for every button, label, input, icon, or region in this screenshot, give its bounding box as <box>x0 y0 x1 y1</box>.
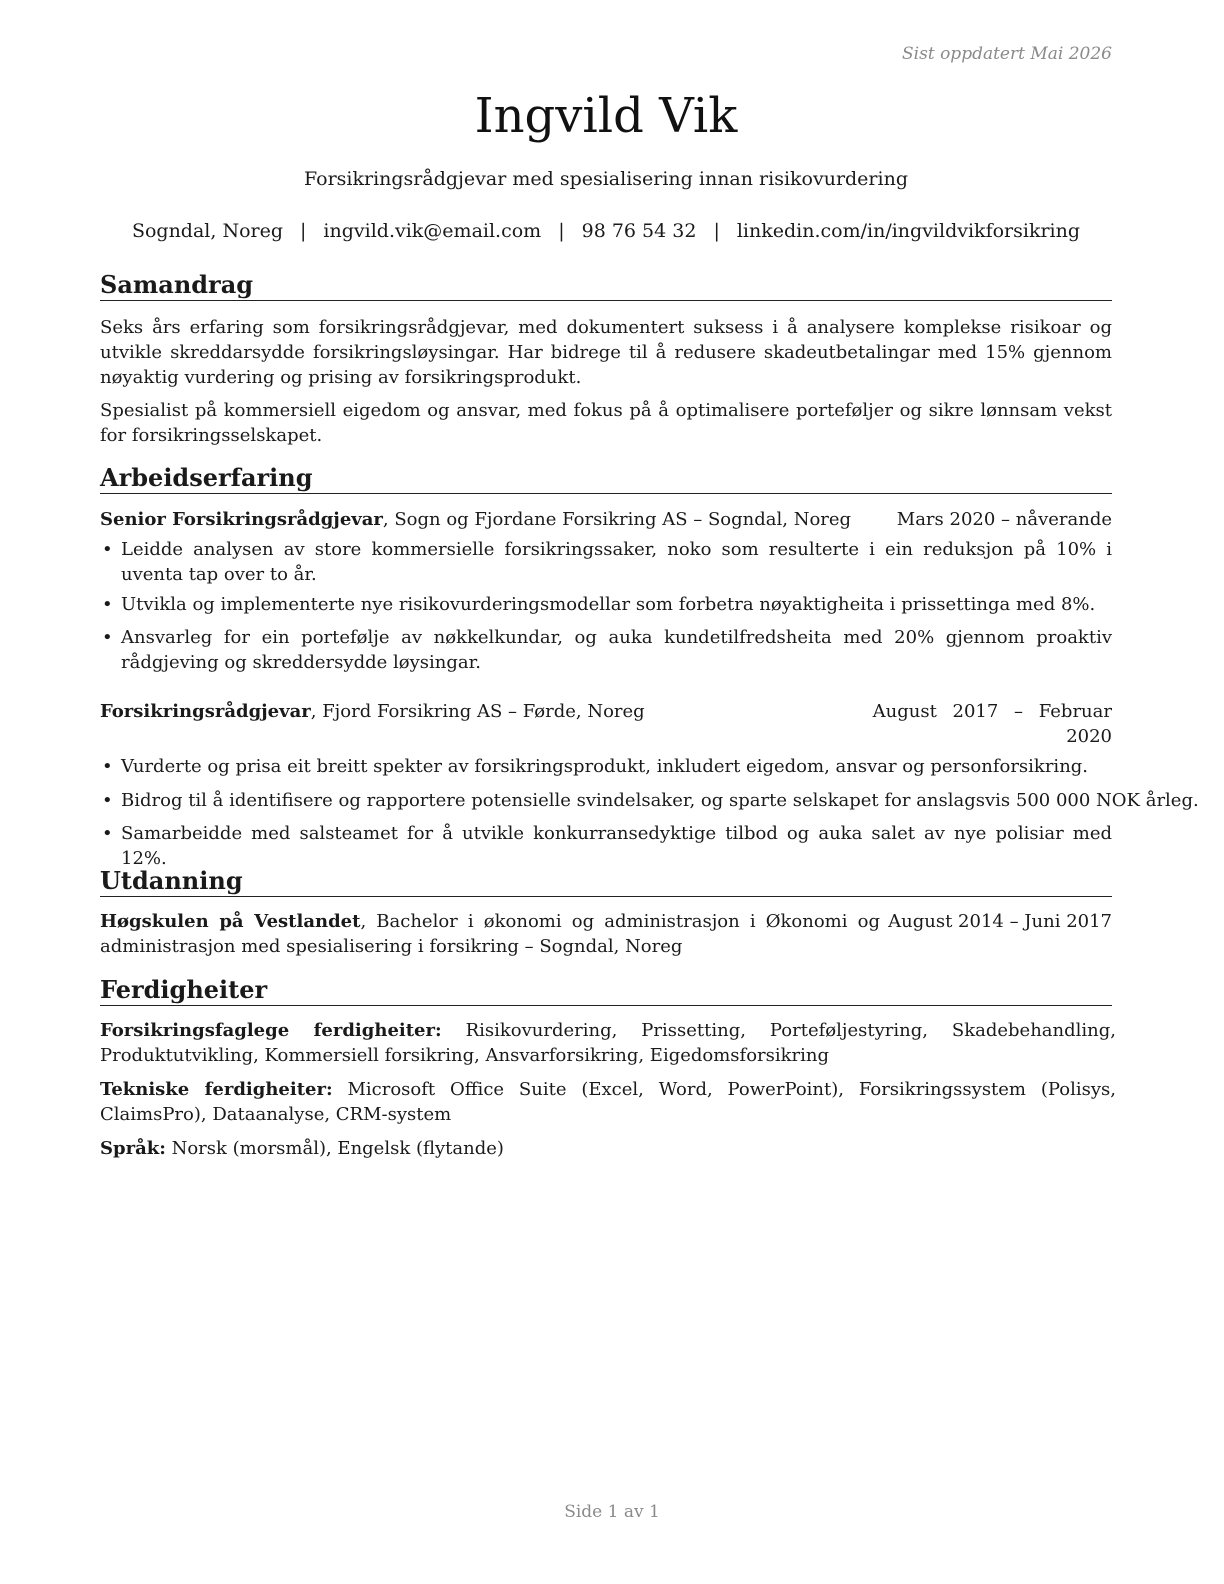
candidate-name: Ingvild Vik <box>474 88 738 144</box>
job-company: , Sogn og Fjordane Forsikring AS – Sogndal, Noreg <box>382 509 852 530</box>
list-item: • Vurderte og prisa eit breitt spekter av forsikringsprodukt, inkludert eigedom, ansvar og personforsikring. <box>102 756 1089 777</box>
job-role: Forsikringsrådgjevar <box>100 701 311 722</box>
contact-phone: 98 76 54 32 <box>581 220 697 242</box>
bullet-dot-icon: • <box>102 790 113 811</box>
section-title-education: Utdanning <box>100 866 1112 897</box>
section-title-skills: Ferdigheiter <box>100 975 1112 1006</box>
education-details: , Bachelor i økonomi og administrasjon i Økonomi og administrasjon med spesialisering i forsikring – Sogndal, Noreg <box>100 911 880 957</box>
education-dates: August 2014 – Juni 2017 <box>888 911 1112 932</box>
education-entry <box>100 909 1112 959</box>
section-title-summary: Samandrag <box>100 270 1112 301</box>
job-company: , Fjord Forsikring AS – Førde, Noreg <box>310 701 645 722</box>
skill-label: Språk: <box>100 1138 166 1159</box>
skill-label: Tekniske ferdigheiter: <box>100 1079 333 1100</box>
section-title-experience: Arbeidserfaring <box>100 463 1112 494</box>
list-item: • Leidde analysen av store kommersielle forsikringssaker, noko som resulterte i ein reduksjon på 10% i uventa tap over to år. <box>102 539 1112 585</box>
bullet-dot-icon: • <box>102 594 113 615</box>
bullet-dot-icon: • <box>102 823 113 844</box>
skill-line <box>100 1136 1116 1161</box>
list-item: • Bidrog til å identifisere og rapportere potensielle svindelsaker, og sparte selskapet for anslagsvis 500 000 NOK årleg. <box>102 790 1199 811</box>
summary-paragraph: Seks års erfaring som forsikringsrådgjevar, med dokumentert suksess i å analysere komplekse risikoar og utvikle skreddarsydde forsikringsløysingar. Har bidrege til å redusere skadeutbetalingar med 15% gjennom nøyaktig vurdering og prising av forsikringsprodukt. <box>100 317 1112 388</box>
skill-value: Microsoft Office Suite (Excel, Word, PowerPoint), Forsikringssystem (Polisys, ClaimsPro), Dataanalyse, CRM-system <box>100 1079 1116 1125</box>
contact-email[interactable]: ingvild.vik@email.com <box>323 220 542 242</box>
summary-paragraph: Spesialist på kommersiell eigedom og ansvar, med fokus på å optimalisere porteføljer og sikre lønnsam vekst for forsikringsselskapet. <box>100 400 1112 446</box>
skill-value: Norsk (morsmål), Engelsk (flytande) <box>165 1138 504 1159</box>
contact-linkedin[interactable]: linkedin.com/in/ingvildvikforsikring <box>736 220 1081 242</box>
bullet-dot-icon: • <box>102 756 113 777</box>
contact-separator: | <box>713 220 720 242</box>
job-role: Senior Forsikringsrådgjevar <box>100 509 383 530</box>
page-number: Side 1 av 1 <box>564 1502 660 1522</box>
job-dates: Mars 2020 – nåverande <box>896 509 1112 530</box>
skill-line <box>100 1077 1116 1127</box>
tagline: Forsikringsrådgjevar med spesialisering innan risikovurdering <box>303 168 908 190</box>
skill-line <box>100 1018 1116 1068</box>
bullet-dot-icon: • <box>102 627 113 648</box>
job-header <box>100 699 1112 749</box>
contact-separator: | <box>300 220 307 242</box>
education-school: Høgskulen på Vestlandet <box>100 911 361 932</box>
contact-separator: | <box>558 220 565 242</box>
contact-line <box>100 218 1112 244</box>
list-item: • Ansvarleg for ein portefølje av nøkkelkundar, og auka kundetilfredsheita med 20% gjennom proaktiv rådgjeving og skreddersydde løysingar. <box>102 627 1112 673</box>
list-item: • Utvikla og implementerte nye risikovurderingsmodellar som forbetra nøyaktigheita i prissettinga med 8%. <box>102 594 1096 615</box>
skill-label: Forsikringsfaglege ferdigheiter: <box>100 1020 442 1041</box>
list-item: • Samarbeidde med salsteamet for å utvikle konkurransedyktige tilbod og auka salet av nye polisiar med 12%. <box>102 823 1112 869</box>
bullet-dot-icon: • <box>102 539 113 560</box>
contact-location: Sogndal, Noreg <box>131 220 284 242</box>
last-updated: Sist oppdatert Mai 2026 <box>902 44 1112 64</box>
skill-value: Risikovurdering, Prissetting, Porteføljestyring, Skadebehandling, Produktutvikling, Kommersiell forsikring, Ansvarforsikring, Eigedomsforsikring <box>100 1020 1116 1066</box>
job-dates: August 2017 – Februar 2020 <box>872 701 1112 747</box>
